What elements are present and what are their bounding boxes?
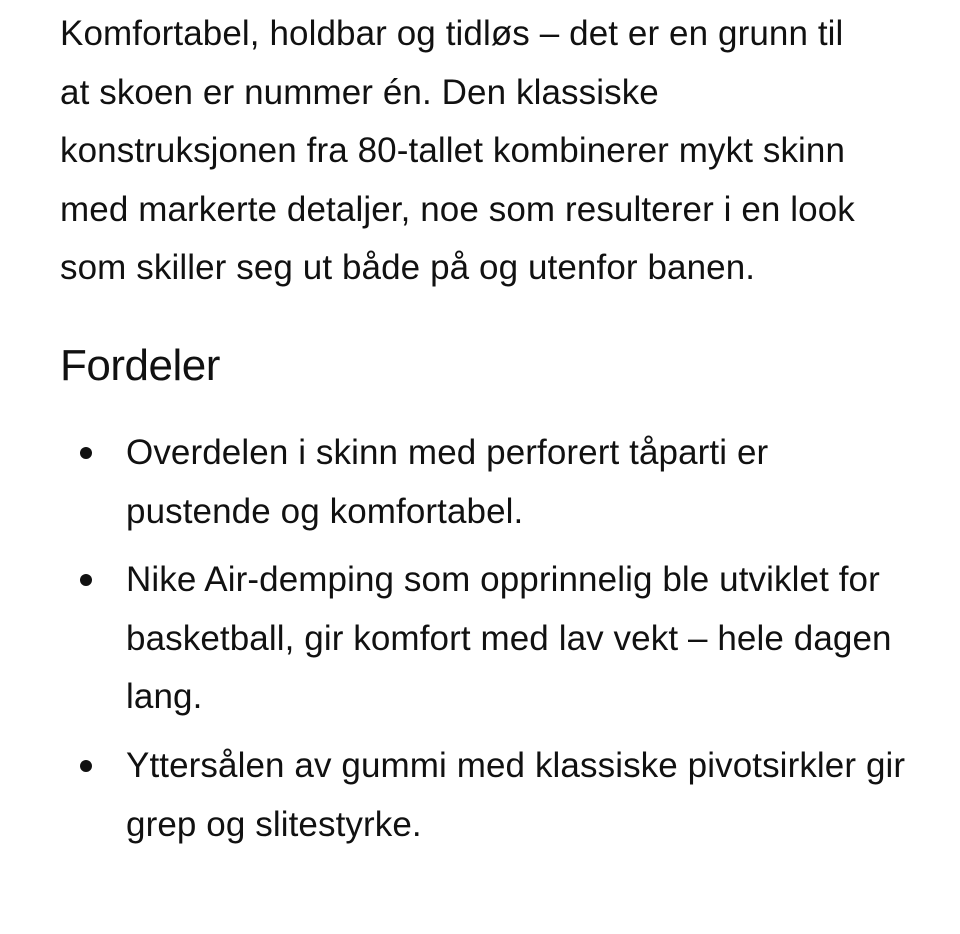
benefit-text: Yttersålen av gummi med klassiske pivotsirkler gir grep og slitestyrke. xyxy=(126,745,906,844)
product-details xyxy=(60,0,920,864)
benefit-text: Nike Air-demping som opprinnelig ble utviklet for basketball, gir komfort med lav vekt – hele dagen lang. xyxy=(126,560,892,717)
benefit-item xyxy=(60,551,906,727)
benefits-list xyxy=(60,424,920,854)
benefit-item xyxy=(60,424,906,541)
benefits-heading: Fordeler xyxy=(60,340,220,390)
benefit-item xyxy=(60,737,906,854)
bullet-icon xyxy=(80,447,92,459)
benefit-text: Overdelen i skinn med perforert tåparti er pustende og komfortabel. xyxy=(126,432,769,531)
bullet-icon xyxy=(80,574,92,586)
bullet-icon xyxy=(80,760,92,772)
product-description: Komfortabel, holdbar og tidløs – det er en grunn til at skoen er nummer én. Den klassiske konstruksjonen fra 80-tallet kombinerer mykt skinn med markerte detaljer, noe som resulterer i en look som skiller seg ut både på og utenfor banen. xyxy=(60,14,855,288)
